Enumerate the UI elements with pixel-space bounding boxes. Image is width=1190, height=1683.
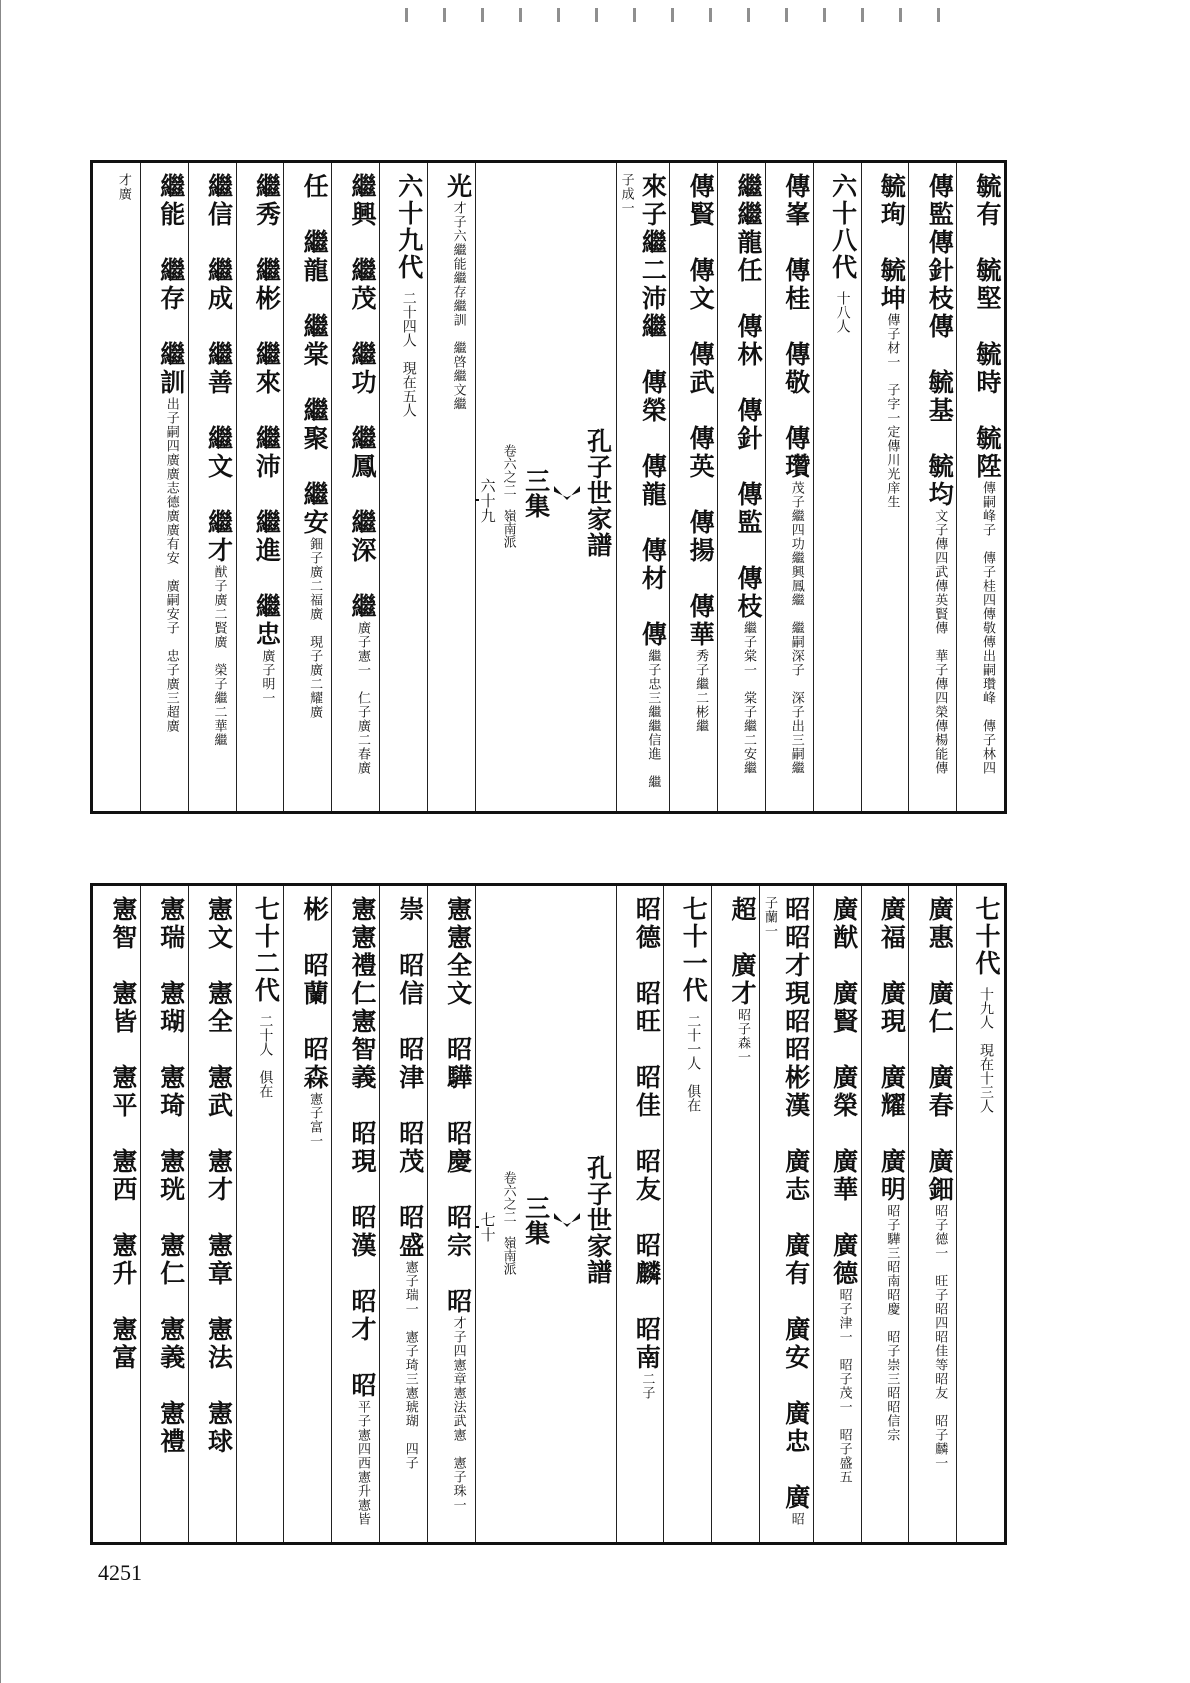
bottom-col-3 — [861, 886, 909, 1542]
bottom-spine — [475, 886, 616, 1542]
generation-names: 傳監傳針枝傳 毓基 毓均 — [925, 173, 955, 509]
generation-names: 憲智 憲皆 憲平 憲西 憲升 憲富 — [108, 896, 138, 1372]
top-col-2 — [908, 163, 956, 811]
page-number: 4251 — [98, 1560, 142, 1585]
top-col-5 — [765, 163, 813, 811]
annotation: 文子傳四武傳英賢傳 華子傳四榮傳楊能傳 — [932, 509, 948, 775]
generation-names: 繼秀 繼彬 繼來 繼沛 繼進 繼忠 — [252, 173, 282, 649]
generation-count: 十九人 現在十三人 — [978, 987, 994, 1113]
generation-names: 傳峯 傳桂 傳敬 傳瓚 — [781, 173, 811, 481]
top-col-6 — [717, 163, 765, 811]
annotation: 繼子棠一 棠子繼二安繼 — [740, 621, 756, 775]
generation-names: 毓珣 毓坤 — [877, 173, 907, 313]
generation-count: 二十人 俱在 — [257, 1014, 274, 1098]
annotation: 才廣 — [115, 173, 131, 201]
bottom-col-5 — [759, 886, 813, 1542]
top-col-16 — [93, 163, 140, 811]
annotation: 出子嗣四廣廣志德廣廣有安 廣嗣安子 忠子廣三超廣 — [163, 397, 179, 733]
annotation: 廣子憲一 仁子廣二春廣 — [354, 621, 370, 775]
generation-count: 十八人 — [834, 291, 851, 333]
generation-names: 昭昭才現昭昭彬漢 廣志 廣有 廣安 廣忠 廣 — [781, 896, 811, 1512]
generation-names: 憲憲全文 昭驊 昭慶 昭宗 昭 — [443, 896, 473, 1316]
bottom-page-frame — [90, 883, 1007, 1545]
generation-heading: 七十一代 — [679, 896, 709, 1004]
generation-names: 繼繼龍任 傳林 傳針 傳監 傳枝 — [733, 173, 763, 621]
annotation: 昭子津一 昭子茂一 昭子盛五 — [836, 1288, 852, 1484]
annotation: 猷子廣二賢廣 榮子繼二華繼 — [211, 565, 227, 747]
top-page-frame — [90, 160, 1007, 814]
generation-heading: 六十八代 — [828, 173, 858, 281]
generation-count: 二十一人 俱在 — [685, 1014, 702, 1112]
bottom-col-8 — [616, 886, 664, 1542]
volume-label: 三集 — [521, 1195, 551, 1245]
folio-number: 六十九 — [478, 477, 497, 523]
annotation: 鈿子廣二福廣 現子廣二耀廣 — [307, 537, 323, 719]
bottom-col-7 — [663, 886, 711, 1542]
generation-names: 繼興 繼茂 繼功 繼鳳 繼深 繼 — [347, 173, 377, 621]
bottom-col-12 — [283, 886, 331, 1542]
top-col-4 — [813, 163, 861, 811]
top-spine — [475, 163, 616, 811]
top-col-1 — [956, 163, 1004, 811]
generation-names: 憲瑞 憲瑚 憲琦 憲珖 憲仁 憲義 憲禮 — [156, 896, 186, 1456]
annotation: 昭子森一 — [735, 1008, 750, 1064]
annotation: 秀子繼二彬繼 — [693, 649, 709, 733]
generation-names: 光 — [443, 173, 473, 201]
generation-names: 昭德 昭旺 昭佳 昭友 昭麟 昭南 — [632, 896, 662, 1372]
top-col-15 — [140, 163, 188, 811]
annotation: 憲子富一 — [307, 1092, 323, 1148]
scan-noise-strip — [405, 8, 945, 22]
top-col-12 — [283, 163, 331, 811]
top-col-11 — [331, 163, 379, 811]
top-col-14 — [188, 163, 236, 811]
generation-names: 廣惠 廣仁 廣春 廣鈿 — [925, 896, 955, 1204]
bottom-col-1 — [956, 886, 1004, 1542]
chevron-ornament-icon — [554, 1213, 580, 1227]
book-title: 孔子世家譜 — [583, 428, 613, 558]
generation-names: 超 廣才 — [728, 896, 757, 1008]
annotation: 平子憲四西憲升憲皆 — [354, 1400, 370, 1526]
folio-number: 七十 — [478, 1212, 497, 1242]
section-label: 卷六之二 嶺南派 — [500, 1171, 516, 1275]
top-col-9 — [427, 163, 475, 811]
scan-edge-line — [0, 0, 1, 1683]
bottom-col-10 — [379, 886, 427, 1542]
generation-names: 廣福 廣現 廣耀 廣明 — [877, 896, 907, 1204]
generation-names: 來子繼二沛繼 傳榮 傳龍 傳材 傳 — [638, 173, 668, 649]
top-col-10 — [379, 163, 427, 811]
generation-names: 廣猷 廣賢 廣榮 廣華 廣德 — [829, 896, 859, 1288]
annotation: 才子六繼能繼存繼訓 繼啓繼文繼 — [450, 201, 466, 411]
bottom-col-16 — [93, 886, 140, 1542]
annotation: 昭子德一 旺子昭四昭佳等昭友 昭子麟一 — [932, 1204, 948, 1470]
generation-heading: 七十代 — [972, 896, 1001, 977]
annotation: 才子四憲章憲法武憲 憲子珠一 — [450, 1316, 466, 1512]
bottom-col-15 — [140, 886, 188, 1542]
generation-count: 二十四人 現在五人 — [400, 291, 417, 417]
book-title: 孔子世家譜 — [583, 1155, 613, 1285]
top-col-7 — [669, 163, 717, 811]
annotation: 二子 — [639, 1372, 655, 1400]
generation-names: 崇 昭信 昭津 昭茂 昭盛 — [395, 896, 425, 1260]
annotation: 傳嗣峰子 傳子桂四傳敬傳出嗣瓚峰 傳子林四 — [980, 481, 995, 775]
generation-names: 彬 昭蘭 昭森 — [300, 896, 330, 1092]
bottom-col-14 — [188, 886, 236, 1542]
bottom-col-11 — [331, 886, 379, 1542]
annotation: 繼子忠三繼繼信進 繼子成一 — [618, 173, 661, 789]
generation-names: 憲憲禮仁憲智義 昭現 昭漢 昭才 昭 — [347, 896, 377, 1400]
generation-names: 憲文 憲全 憲武 憲才 憲章 憲法 憲球 — [204, 896, 234, 1456]
volume-label: 三集 — [521, 468, 551, 518]
section-label: 卷六之二 嶺南派 — [500, 444, 516, 548]
annotation: 昭子蘭一 — [762, 896, 804, 1526]
annotation: 昭子驊三昭南昭慶 昭子崇三昭昭信宗 — [884, 1204, 900, 1442]
chevron-ornament-icon — [554, 486, 580, 500]
generation-names: 繼信 繼成 繼善 繼文 繼才 — [204, 173, 234, 565]
top-col-8 — [616, 163, 670, 811]
generation-names: 繼能 繼存 繼訓 — [156, 173, 186, 397]
annotation: 廣子明一 — [259, 649, 275, 705]
generation-heading: 七十二代 — [251, 896, 281, 1004]
generation-names: 傳賢 傳文 傳武 傳英 傳揚 傳華 — [686, 173, 716, 649]
generation-heading: 六十九代 — [394, 173, 424, 281]
bottom-col-13 — [236, 886, 284, 1542]
top-col-3 — [861, 163, 909, 811]
annotation: 茂子繼四功繼興鳳繼 繼嗣深子 深子出三嗣繼 — [788, 481, 804, 775]
bottom-col-9 — [427, 886, 475, 1542]
annotation: 憲子瑞一 憲子琦三憲琥瑚 四子 — [402, 1260, 418, 1470]
top-col-13 — [236, 163, 284, 811]
generation-names: 毓有 毓堅 毓時 毓陞 — [973, 173, 1002, 481]
bottom-col-4 — [813, 886, 861, 1542]
generation-names: 任 繼龍 繼棠 繼聚 繼安 — [300, 173, 330, 537]
bottom-col-6 — [711, 886, 759, 1542]
annotation: 傳子材一 子字一定傳川光庠生 — [884, 313, 900, 509]
bottom-col-2 — [908, 886, 956, 1542]
